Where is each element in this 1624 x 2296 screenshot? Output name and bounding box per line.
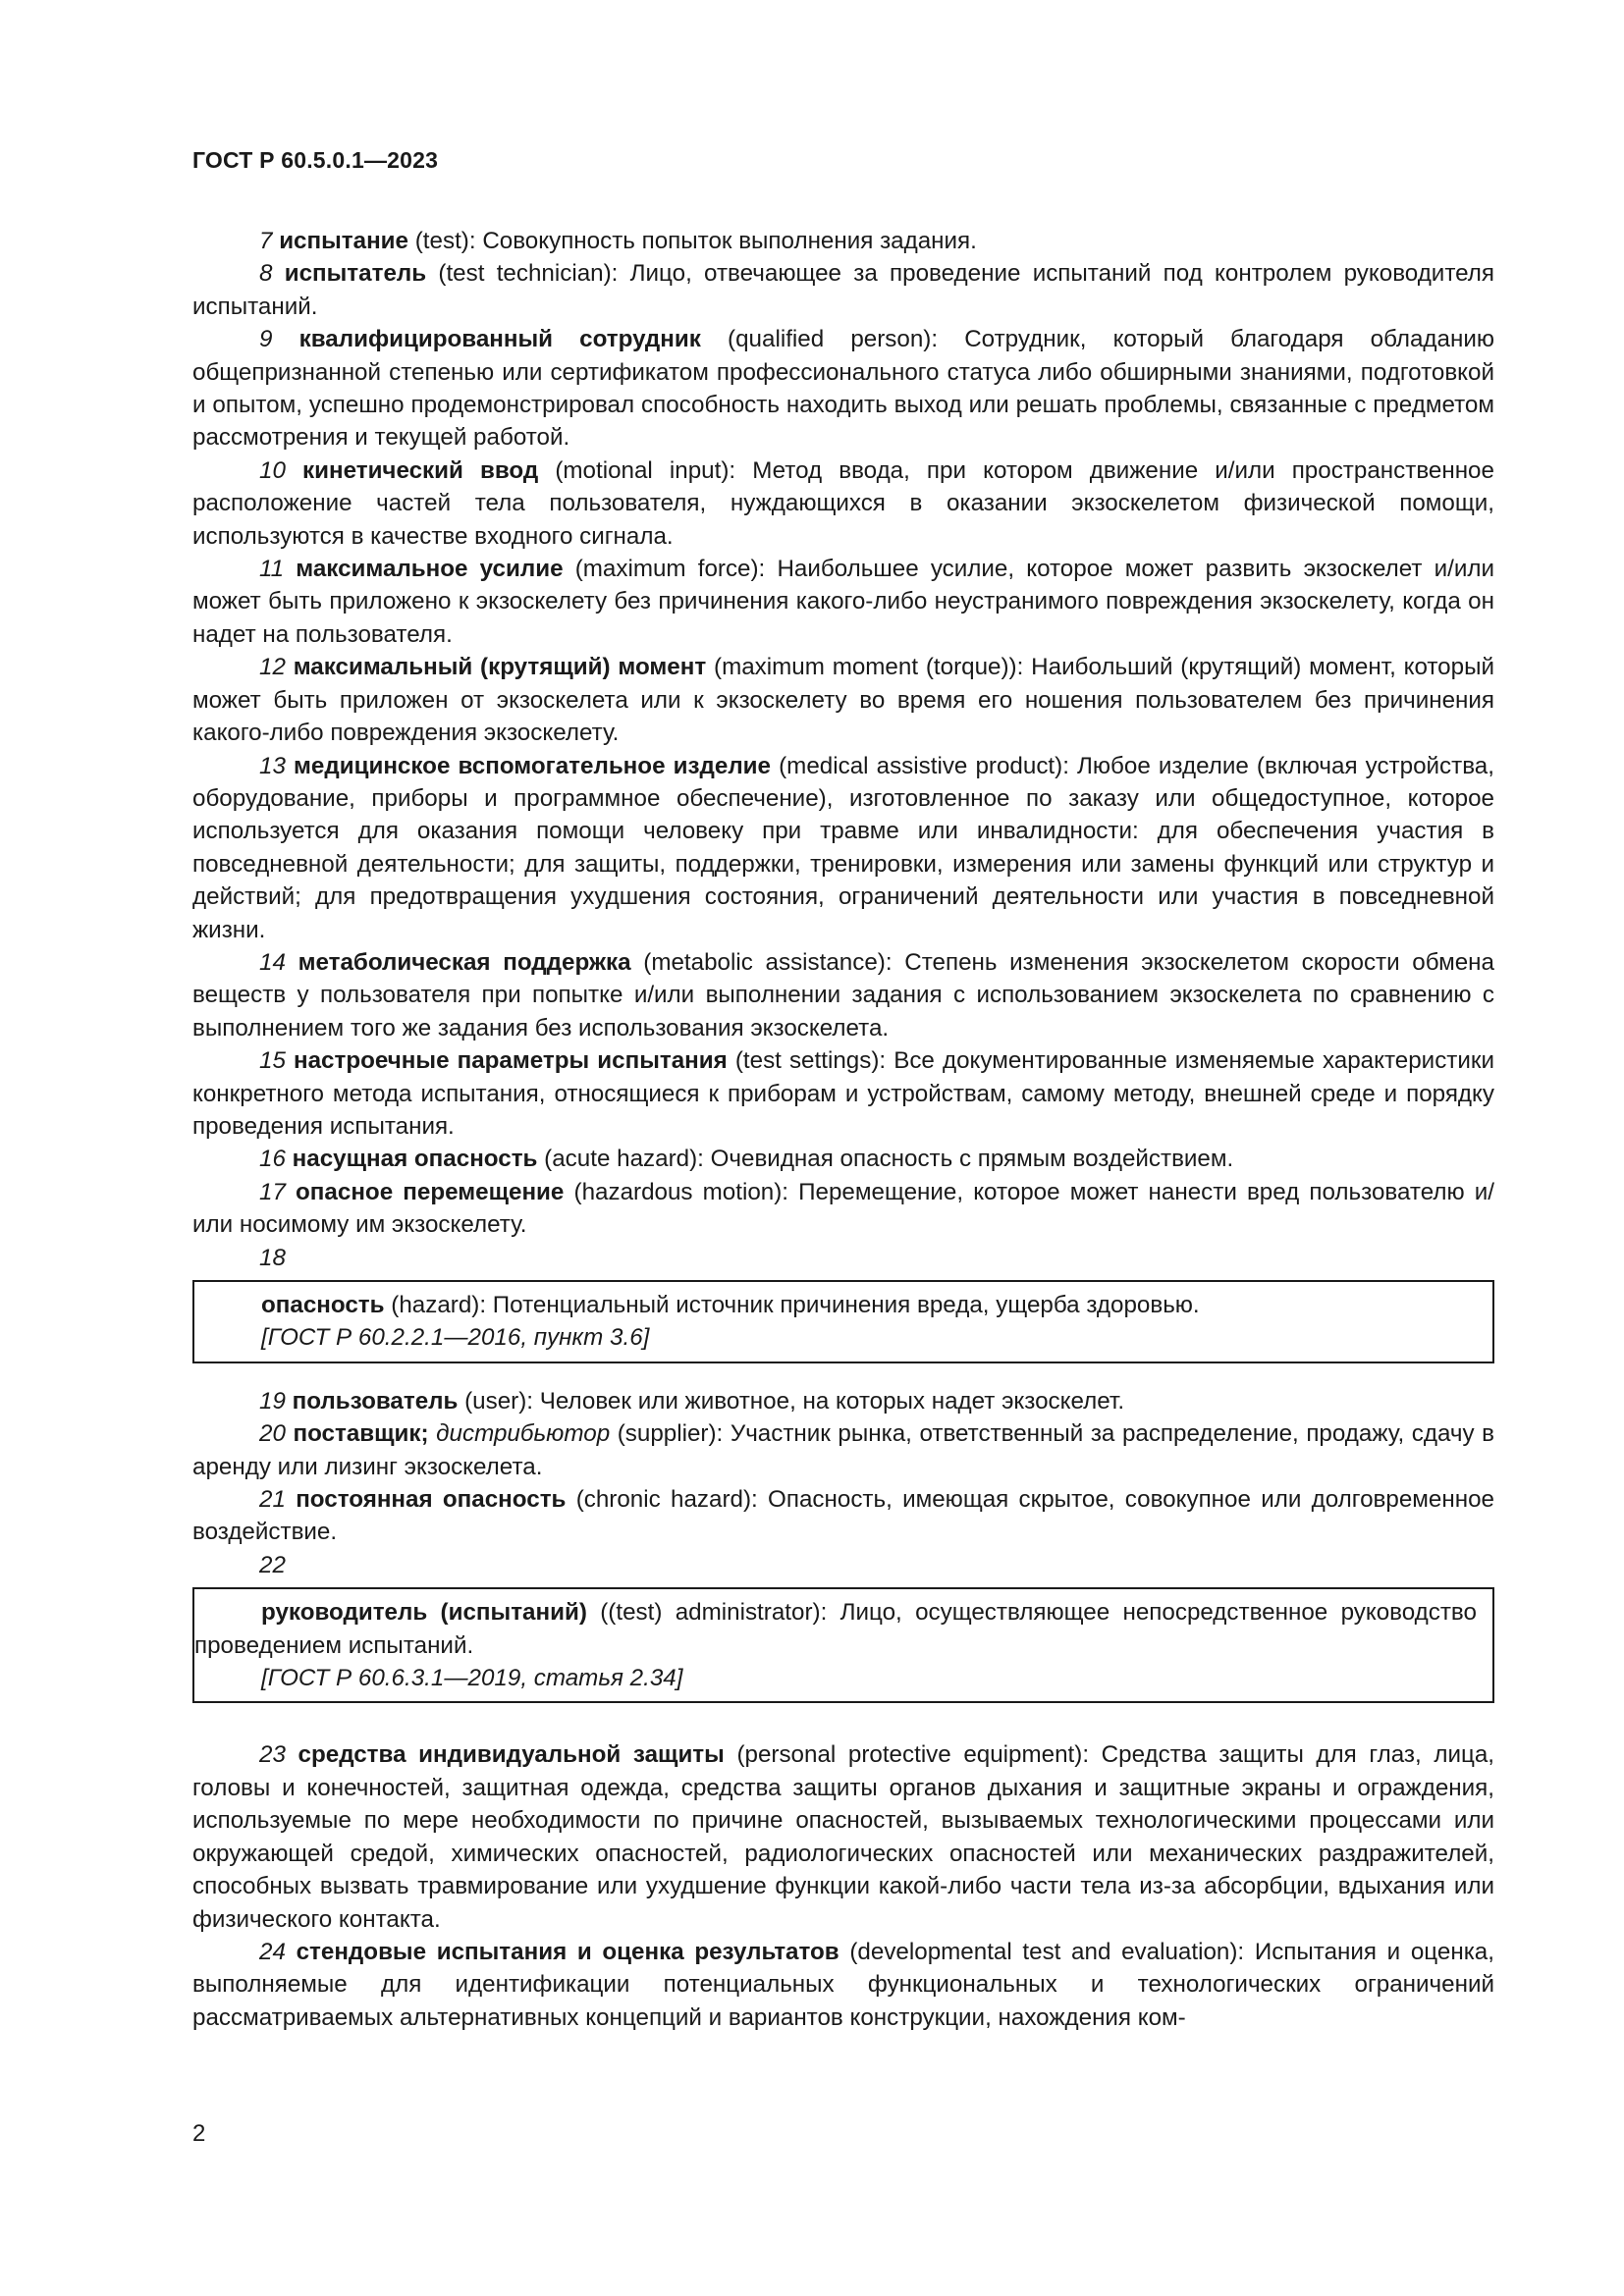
term-entry: 12 максимальный (крутящий) момент (maximum moment (torque)): Наибольший (крутящий) момент, который может быть приложен от экзоскелета или к экзоскелету во время его ношения пользователем без причинения какого-либо повреждения экзоскелету.: [192, 654, 1494, 747]
source-reference: [ГОСТ Р 60.6.3.1—2019, статья 2.34]: [261, 1665, 683, 1692]
term-entry: 9 квалифицированный сотрудник (qualified person): Сотрудник, который благодаря обладанию общепризнанной степенью или сертификатом профессионального статуса либо обширными знаниями, подготовкой и опытом, успешно продемонстрировал способность находить выход или решать проблемы, связанные с предметом рассмотрения и текущей работой.: [192, 326, 1494, 452]
term-entry: 8 испытатель (test technician): Лицо, отвечающее за проведение испытаний под контролем руководителя испытаний.: [192, 260, 1494, 320]
term-entry: 14 метаболическая поддержка (metabolic assistance): Степень изменения экзоскелетом скорости обмена веществ у пользователя при попытке и/или выполнении задания с использованием экзоскелета по сравнению с выполнением того же задания без использования экзоскелета.: [192, 948, 1494, 1041]
boxed-term: опасность (hazard): Потенциальный источник причинения вреда, ущерба здоровью.: [261, 1292, 1200, 1318]
term-entry: 15 настроечные параметры испытания (test settings): Все документированные изменяемые характеристики конкретного метода испытания, относящиеся к приборам и устройствам, самому методу, внешней среде и порядку проведения испытания.: [192, 1047, 1494, 1140]
quoted-definition-box: [192, 1587, 1494, 1703]
term-entry: 10 кинетический ввод (motional input): Метод ввода, при котором движение и/или пространственное расположение частей тела пользователя, нуждающихся в оказании экзоскелетом физической помощи, используются в качестве входного сигнала.: [192, 456, 1494, 550]
term-number: 18: [259, 1244, 286, 1271]
term-entry: 20 поставщик; дистрибьютор (supplier): Участник рынка, ответственный за распределение, продажу, сдачу в аренду или лизинг экзоскелета.: [192, 1420, 1494, 1480]
term-entry: 17 опасное перемещение (hazardous motion): Перемещение, которое может нанести вред пользователю и/или носимому им экзоскелету.: [192, 1178, 1494, 1239]
terms-content: [192, 225, 1494, 2034]
term-entry: 24 стендовые испытания и оценка результатов (developmental test and evaluation): Испытания и оценка, выполняемые для идентификации потенциальных функциональных и технологических ограничений рассматриваемых альтернативных концепций и вариантов конструкции, нахождения ком-: [192, 1938, 1494, 2031]
term-entry: 11 максимальное усилие (maximum force): Наибольшее усилие, которое может развить экзоскелет и/или может быть приложено к экзоскелету без причинения какого-либо неустранимого повреждения экзоскелету, когда он надет на пользователя.: [192, 556, 1494, 648]
page-number: 2: [192, 2120, 206, 2147]
source-reference: [ГОСТ Р 60.2.2.1—2016, пункт 3.6]: [261, 1324, 650, 1352]
term-entry: 13 медицинское вспомогательное изделие (medical assistive product): Любое изделие (включая устройства, оборудование, приборы и программное обеспечение), изготовленное по заказу или общедоступное, которое используется для оказания помощи человеку при травме или инвалидности: для обеспечения участия в повседневной деятельности; для защиты, поддержки, тренировки, измерения или замены функций или структур и действий; для предотвращения ухудшения состояния, ограничений деятельности или участия в повседневной жизни.: [192, 752, 1494, 943]
term-entry: 19 пользователь (user): Человек или животное, на которых надет экзоскелет.: [259, 1387, 1125, 1415]
standard-header: ГОСТ Р 60.5.0.1—2023: [192, 147, 439, 173]
term-entry: 7 испытание (test): Совокупность попыток выполнения задания.: [259, 228, 977, 254]
term-entry: 23 средства индивидуальной защиты (personal protective equipment): Средства защиты для глаз, лица, головы и конечностей, защитная одежда, средства защиты органов дыхания и защитные экраны и ограждения, используемые по мере необходимости по причине опасностей, вызываемых технологическими процессами или окружающей средой, химических опасностей, радиологических опасностей или механических раздражителей, способных вызвать травмирование или ухудшение функции какой-либо части тела из-за абсорбции, вдыхания или физического контакта.: [192, 1741, 1494, 1933]
term-entry: 16 насущная опасность (acute hazard): Очевидная опасность с прямым воздействием.: [259, 1146, 1234, 1173]
quoted-definition-box: [192, 1280, 1494, 1363]
term-entry: 21 постоянная опасность (chronic hazard): Опасность, имеющая скрытое, совокупное или долговременное воздействие.: [192, 1486, 1494, 1546]
term-number: 22: [259, 1551, 286, 1578]
boxed-term: руководитель (испытаний) ((test) administrator): Лицо, осуществляющее непосредственное руководство проведением испытаний.: [194, 1599, 1477, 1659]
